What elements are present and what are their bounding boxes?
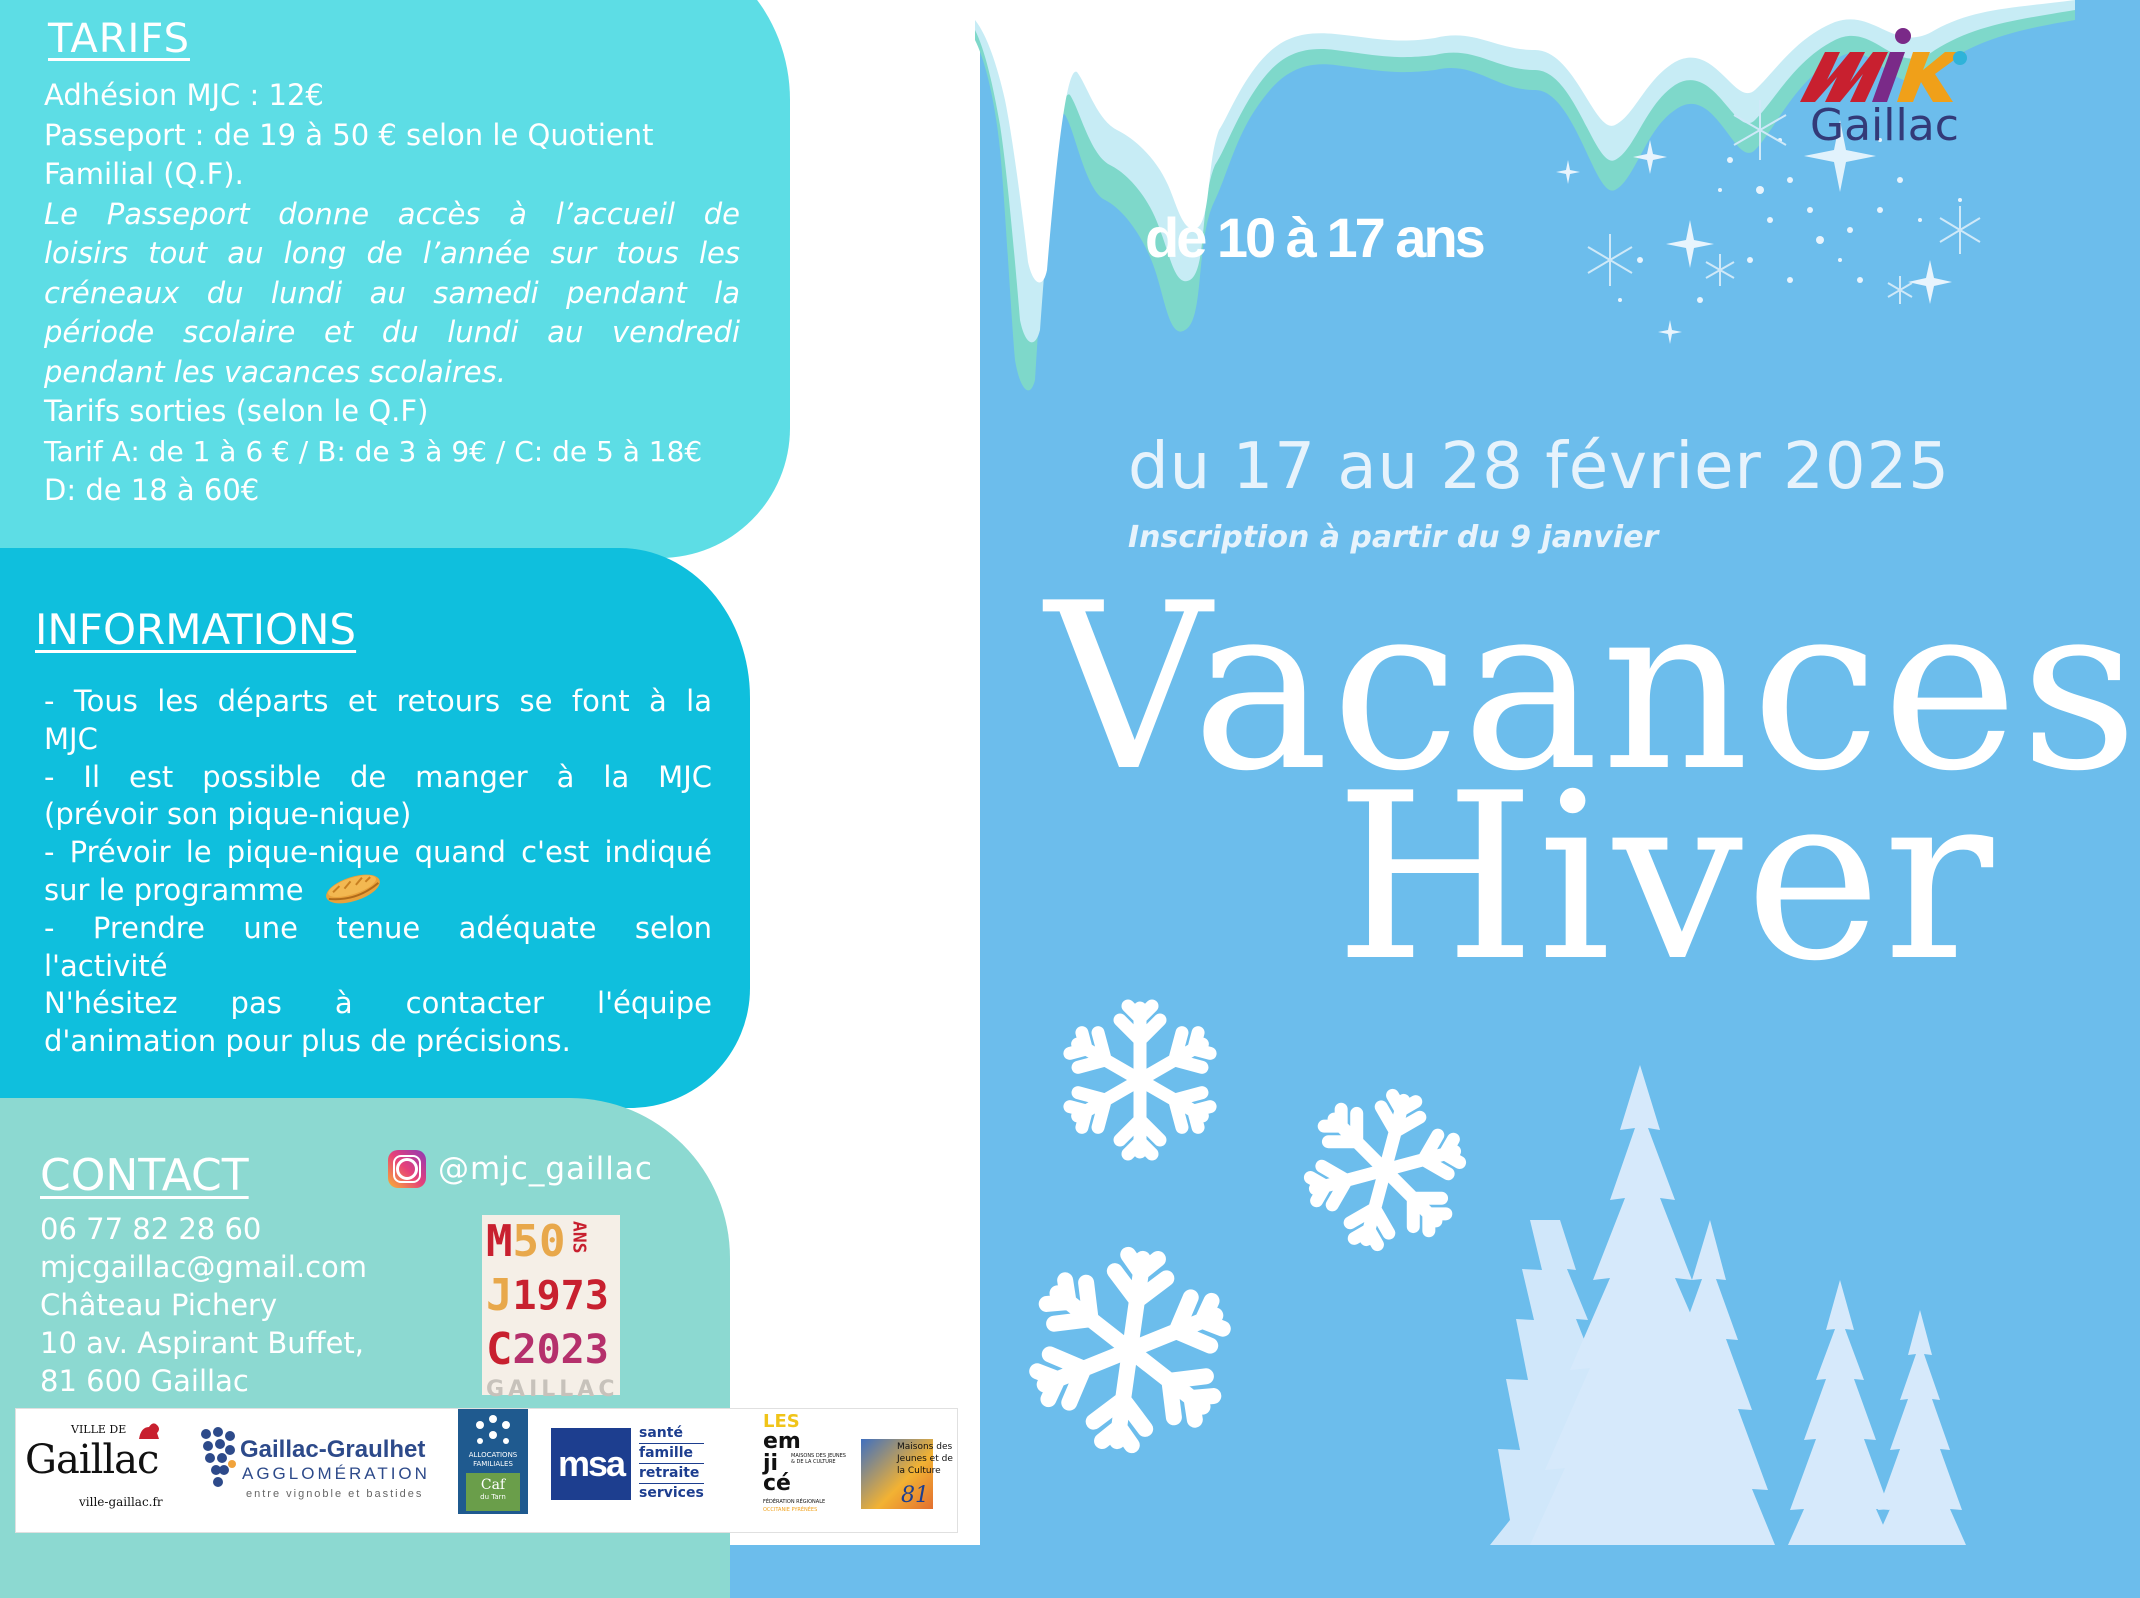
tarifs-sorties-text: Tarifs sorties (selon le Q.F): [44, 394, 429, 428]
caf-people-icon: [468, 1413, 518, 1449]
anniv-number: 1973: [512, 1273, 609, 1319]
page-title-line-2: Hiver: [1335, 745, 1996, 1012]
caf-line1: ALLOCATIONS: [468, 1451, 518, 1459]
info-line-with-icon: [44, 872, 712, 910]
info-line: (prévoir son pique-nique): [44, 797, 412, 832]
mjc-logo-text: Gaillac: [1810, 100, 1959, 151]
partner-logos-strip: [15, 1408, 958, 1533]
ville-url: ville-gaillac.fr: [79, 1495, 163, 1509]
address-place: Château Pichery: [40, 1288, 278, 1322]
caf-name: Caf: [480, 1477, 506, 1493]
passeport-desc-line: période scolaire et du lundi au vendredi: [44, 315, 740, 349]
instagram-link[interactable]: [388, 1150, 653, 1188]
snowy-trees-decoration: [1470, 1050, 1990, 1545]
msa-mark: [551, 1428, 631, 1500]
fed-line: ji: [763, 1451, 779, 1476]
agglo-tagline: entre vignoble et bastides: [246, 1488, 424, 1500]
grapes-icon: [196, 1424, 240, 1504]
info-line: N'hésitez pas à contacter l'équipe: [44, 986, 712, 1021]
ville-small-label: VILLE DE: [71, 1423, 127, 1436]
msa-line: santé: [639, 1424, 704, 1444]
msa-line: famille: [639, 1444, 704, 1464]
info-line: - Prendre une tenue adéquate selon: [44, 910, 712, 945]
anniv-number: 50: [512, 1216, 566, 1267]
fed-line: LES: [763, 1411, 800, 1432]
page-title-line-1: Vacances: [1045, 555, 2140, 822]
anniv-ans: ANS: [568, 1221, 590, 1254]
info-line: d'animation pour plus de précisions.: [44, 1024, 571, 1059]
snowflake-icon: [1055, 995, 1225, 1165]
caf-region: du Tarn: [480, 1493, 506, 1501]
fed-line: em: [763, 1429, 801, 1454]
anniv-letter: M: [486, 1216, 513, 1267]
fed-federation: FÉDÉRATION RÉGIONALE: [763, 1499, 826, 1505]
caf-box: [466, 1473, 520, 1511]
anniv-footer: GAILLAC: [486, 1377, 619, 1402]
fed-region: OCCITANIE PYRÉNÉES: [763, 1507, 818, 1513]
phone-number[interactable]: 06 77 82 28 60: [40, 1212, 262, 1246]
contact-details: [40, 1210, 367, 1400]
info-line: - Tous les départs et retours se font à la: [44, 684, 712, 718]
adhesion-text: Adhésion MJC : 12€: [44, 78, 324, 112]
passeport-desc-line: Le Passeport donne accès à l’accueil de: [44, 196, 740, 231]
passeport-text-1: Passeport : de 19 à 50 € selon le Quotient: [44, 117, 654, 152]
msa-line: retraite: [639, 1464, 704, 1484]
passeport-desc-line: loisirs tout au long de l’année sur tous les: [44, 236, 740, 270]
contact-title: CONTACT: [40, 1150, 249, 1201]
mjc81-number: 81: [901, 1483, 929, 1508]
info-line: - Il est possible de manger à la MJC: [44, 759, 712, 794]
msa-lines: [639, 1424, 704, 1503]
informations-body: [44, 683, 712, 1061]
gaillac-graulhet-logo[interactable]: [196, 1424, 446, 1519]
info-line: sur le programme: [44, 872, 304, 907]
address-street: 10 av. Aspirant Buffet,: [40, 1326, 364, 1360]
event-dates: du 17 au 28 février 2025: [1128, 430, 1950, 504]
agglo-sub: AGGLOMÉRATION: [242, 1464, 430, 1483]
mjc-occitanie-logo[interactable]: [761, 1411, 851, 1521]
inscription-notice: Inscription à partir du 9 janvier: [1128, 520, 1659, 555]
passeport-desc-line: créneaux du lundi au samedi pendant la: [44, 275, 740, 310]
mjc-50-years-badge: [482, 1215, 620, 1402]
msa-name: msa: [557, 1443, 625, 1484]
anniv-letter: J: [486, 1270, 513, 1321]
info-line: MJC: [44, 721, 98, 756]
caf-tarn-logo[interactable]: [458, 1409, 528, 1514]
mjc81-text: Maisons des Jeunes et de la Culture: [897, 1442, 953, 1476]
tarif-d-text: D: de 18 à 60€: [44, 473, 260, 507]
tarifs-body: [44, 76, 740, 511]
fed-tiny: MAISONS DES JEUNES & DE LA CULTURE: [791, 1453, 846, 1465]
mjc-81-logo[interactable]: [861, 1439, 953, 1514]
sandwich-icon: [321, 872, 385, 906]
ville-name: Gaillac: [25, 1437, 159, 1483]
agglo-name: Gaillac-Graulhet: [240, 1436, 426, 1463]
info-line: - Prévoir le pique-nique quand c'est indiqué: [44, 835, 712, 870]
fed-line: cé: [763, 1471, 791, 1496]
snowflake-icon: [1020, 1240, 1240, 1460]
tarif-abc-text: Tarif A: de 1 à 6 € / B: de 3 à 9€ / C: de 5 à 18€: [44, 434, 703, 468]
info-line: l'activité: [44, 948, 168, 983]
tarifs-title: TARIFS: [48, 16, 190, 62]
email-address[interactable]: mjcgaillac@gmail.com: [40, 1250, 368, 1284]
informations-title: INFORMATIONS: [35, 605, 357, 654]
caf-line2: FAMILIALES: [473, 1460, 513, 1468]
address-city: 81 600 Gaillac: [40, 1364, 249, 1398]
age-range: de 10 à 17 ans: [1145, 206, 1483, 269]
anniv-number: 2023: [512, 1327, 609, 1373]
passeport-desc-line: pendant les vacances scolaires.: [44, 354, 506, 389]
instagram-handle: @mjc_gaillac: [438, 1151, 653, 1187]
instagram-icon: [388, 1150, 426, 1188]
msa-line: services: [639, 1485, 704, 1501]
ville-gaillac-logo[interactable]: [21, 1419, 171, 1524]
msa-logo[interactable]: [551, 1424, 726, 1509]
snowflake-icon: [1300, 1085, 1470, 1255]
anniv-letter: C: [486, 1324, 513, 1375]
passeport-text-2: Familial (Q.F).: [44, 157, 244, 191]
